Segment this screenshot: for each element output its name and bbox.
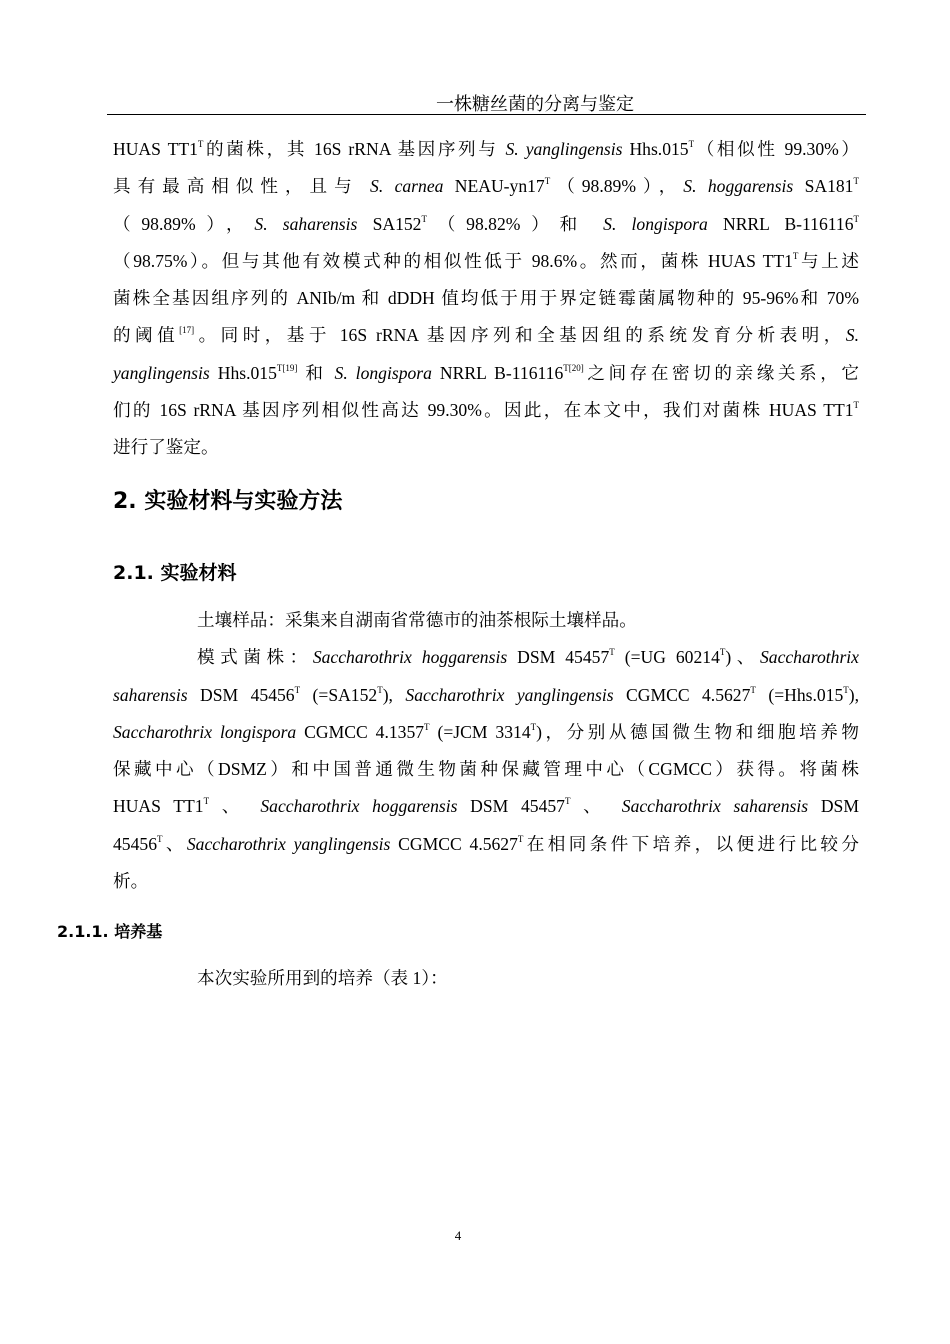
superscript: T	[564, 796, 571, 807]
text-line	[113, 429, 859, 466]
text-line	[113, 960, 859, 997]
superscript: T	[719, 647, 726, 658]
text-run: 与上述	[798, 250, 859, 271]
species-name: Saccharothrix saharensis	[621, 796, 809, 817]
text-run: (=SA152	[300, 684, 378, 705]
species-name: S. yanglingensis	[505, 139, 623, 159]
text-run: 、	[209, 796, 261, 817]
superscript: T	[544, 176, 551, 187]
section-heading-2-1: 2.1. 实验材料	[113, 562, 237, 584]
text-run: HUAS TT1	[113, 139, 198, 159]
header-rule	[107, 114, 866, 115]
text-run: CGMCC 4.5627	[613, 684, 751, 705]
text-run: )，分别从德国微生物和细胞培养物	[536, 721, 859, 742]
superscript: T[20]	[563, 362, 584, 373]
page-number: 4	[454, 1228, 462, 1243]
text-run: 析。	[113, 871, 149, 892]
text-line	[113, 355, 859, 392]
superscript: T	[853, 400, 859, 411]
text-run: 。同时，基于 16S rRNA 基因序列和全基因组的系统发育分析表明，	[194, 325, 846, 346]
text-line	[113, 714, 859, 751]
text-run: (=Hhs.015	[755, 684, 844, 705]
text-run: ),	[848, 684, 860, 705]
materials-paragraphs	[113, 602, 859, 900]
text-run: NRRL B-116116	[707, 213, 854, 234]
text-line	[113, 243, 859, 280]
text-run: 保藏中心（DSMZ）和中国普通微生物菌种保藏管理中心（CGMCC）获得。将菌株	[113, 759, 859, 780]
superscript: T	[424, 721, 430, 732]
species-name: Saccharothrix yanglingensis	[405, 684, 614, 705]
text-line	[113, 280, 859, 317]
species-name: saharensis	[113, 684, 188, 705]
text-run: 在相同条件下培养，以便进行比较分	[523, 833, 859, 854]
species-name: Saccharothrix longispora	[113, 721, 297, 742]
superscript: T	[203, 796, 210, 807]
superscript: T	[843, 684, 849, 695]
superscript: T	[609, 647, 615, 658]
species-name: yanglingensis	[113, 362, 210, 383]
text-run: 的菌株，其 16S rRNA 基因序列与	[203, 139, 506, 159]
superscript: T	[294, 684, 301, 695]
intro-paragraph	[113, 131, 859, 467]
text-run: CGMCC 4.5627	[390, 833, 518, 854]
superscript: T	[530, 721, 537, 732]
superscript: T	[156, 833, 163, 844]
species-name: Saccharothrix	[759, 647, 859, 668]
text-run: 的阈值	[113, 325, 180, 346]
superscript: T	[853, 213, 860, 224]
medium-paragraph	[113, 960, 859, 997]
section-heading-2: 2. 实验材料与实验方法	[113, 489, 343, 514]
text-line	[113, 788, 859, 825]
text-line	[113, 751, 859, 788]
text-line	[113, 392, 859, 429]
text-run: Hhs.015	[209, 362, 277, 383]
text-run: （98.89%），	[113, 213, 255, 234]
text-run: 进行了鉴定。	[113, 437, 219, 458]
text-run: NEAU-yn17	[443, 176, 545, 197]
text-run: )、	[725, 647, 760, 668]
text-run: 45456	[113, 833, 157, 854]
text-run: (=UG 60214	[614, 647, 720, 668]
text-run: DSM 45456	[187, 684, 295, 705]
section-heading-2-1-1: 2.1.1. 培养基	[57, 922, 163, 941]
text-run: 们的 16S rRNA 基因序列相似性高达 99.30%。因此，在本文中，我们对菌株 HUAS TT1	[113, 400, 854, 421]
text-run: Hhs.015	[622, 139, 689, 159]
text-run: 之间存在密切的亲缘关系，它	[583, 362, 859, 383]
text-run: DSM 45457	[507, 647, 610, 668]
text-run: SA152	[357, 213, 422, 234]
text-line	[113, 677, 859, 714]
text-line	[113, 206, 859, 243]
superscript: T	[517, 833, 524, 844]
species-name: S.	[845, 325, 859, 346]
superscript: T	[377, 684, 383, 695]
text-run: ),	[382, 684, 406, 705]
species-name: Saccharothrix yanglingensis	[186, 833, 391, 854]
text-line	[113, 863, 859, 900]
superscript: T[19]	[276, 362, 298, 373]
superscript: T	[197, 139, 204, 149]
text-line	[113, 602, 859, 639]
text-run: 、	[570, 796, 622, 817]
text-run: 本次实验所用到的培养（表 1）：	[197, 968, 448, 988]
superscript: T	[421, 213, 427, 224]
superscript: T	[688, 139, 695, 149]
text-run: 、	[162, 833, 187, 854]
text-run: 菌株全基因组序列的 ANIb/m 和 dDDH 值均低于用于界定链霉菌属物种的 95-96%和 70%	[113, 288, 859, 309]
text-run: (=JCM 3314	[429, 721, 531, 742]
text-run: （98.89%），	[550, 176, 684, 197]
species-name: S. carnea	[370, 176, 444, 197]
running-header: 一株糖丝菌的分离与鉴定	[436, 94, 634, 114]
text-run: （98.82%）和	[426, 213, 604, 234]
text-run: （相似性 99.30%）	[694, 139, 859, 159]
text-line	[113, 639, 859, 676]
text-run: 和	[297, 362, 335, 383]
text-run: DSM	[808, 796, 859, 817]
text-run: 具有最高相似性，且与	[113, 176, 371, 197]
species-name: Saccharothrix hoggarensis	[312, 647, 508, 668]
species-name: S. longispora	[603, 213, 708, 234]
superscript: [17]	[179, 325, 195, 336]
superscript: T	[750, 684, 756, 695]
text-run: HUAS TT1	[113, 796, 204, 817]
text-run: 模式菌株：	[197, 647, 313, 668]
text-line	[113, 826, 859, 863]
text-run: NRRL B-116116	[431, 362, 564, 383]
text-run: 土壤样品：采集来自湖南省常德市的油茶根际土壤样品。	[197, 610, 637, 630]
text-line	[113, 317, 859, 354]
text-line	[113, 131, 859, 168]
species-name: S. hoggarensis	[683, 176, 794, 197]
superscript: T	[853, 176, 859, 187]
superscript: T	[792, 250, 799, 261]
species-name: S. saharensis	[254, 213, 358, 234]
text-run: DSM 45457	[457, 796, 565, 817]
text-run: （98.75%）。但与其他有效模式种的相似性低于 98.6%。然而，菌株 HUAS TT1	[113, 250, 793, 271]
text-run: CGMCC 4.1357	[296, 721, 425, 742]
species-name: S. longispora	[334, 362, 432, 383]
text-run: SA181	[793, 176, 854, 197]
text-line	[113, 168, 859, 205]
species-name: Saccharothrix hoggarensis	[260, 796, 458, 817]
